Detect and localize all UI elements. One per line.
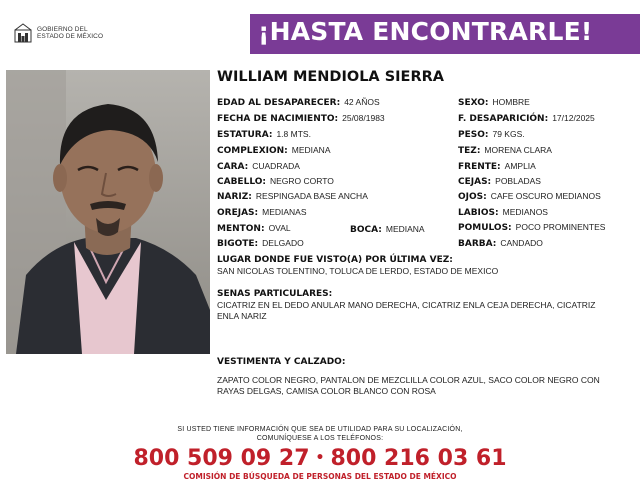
menton-label: MENTON: xyxy=(217,224,265,234)
frente-value: AMPLIA xyxy=(504,161,536,171)
ojos-value: CAFE OSCURO MEDIANOS xyxy=(490,191,601,201)
sexo-value: HOMBRE xyxy=(492,97,530,107)
labios-value: MEDIANOS xyxy=(502,207,548,217)
tez-value: MORENA CLARA xyxy=(484,145,552,155)
fnac-label: FECHA DE NACIMIENTO: xyxy=(217,114,339,124)
phone-number-2[interactable]: 800 216 03 61 xyxy=(330,446,507,471)
field-complexion xyxy=(217,145,331,156)
barba-label: BARBA: xyxy=(458,239,497,249)
complexion-value: MEDIANA xyxy=(291,145,331,155)
nariz-label: NARIZ: xyxy=(217,192,252,202)
tez-label: TEZ: xyxy=(458,146,481,156)
cabello-value: NEGRO CORTO xyxy=(269,176,334,186)
field-bigote xyxy=(217,238,304,249)
labios-label: LABIOS: xyxy=(458,208,499,218)
estatura-label: ESTATURA: xyxy=(217,130,273,140)
person-photo-illustration xyxy=(6,70,210,354)
cejas-label: CEJAS: xyxy=(458,177,492,187)
field-labios xyxy=(458,207,548,218)
orejas-label: OREJAS: xyxy=(217,208,259,218)
person-photo xyxy=(6,70,210,354)
barba-value: CANDADO xyxy=(500,238,543,248)
person-name: WILLIAM MENDIOLA SIERRA xyxy=(217,69,444,85)
boca-label: BOCA: xyxy=(350,225,382,235)
government-logo xyxy=(10,22,120,44)
field-barba xyxy=(458,238,543,249)
gov-line-2: ESTADO DE MÉXICO xyxy=(37,33,104,40)
cara-label: CARA: xyxy=(217,162,249,172)
clothing-value: ZAPATO COLOR NEGRO, PANTALON DE MEZCLILLA COLOR AZUL, SACO COLOR NEGRO CON RAYAS DELGAS, CAMISA COLOR BLANCO CON ROSA xyxy=(217,375,600,396)
peso-value: 79 KGS. xyxy=(492,129,525,139)
menton-value: OVAL xyxy=(268,223,291,233)
phone-numbers xyxy=(0,446,640,471)
fnac-value: 25/08/1983 xyxy=(342,113,385,123)
field-cabello xyxy=(217,176,334,187)
banner-title: ¡HASTA ENCONTRARLE! xyxy=(258,17,593,46)
pomulos-label: POMULOS: xyxy=(458,223,512,233)
contact-notice-line-2: COMUNÍQUESE A LOS TELÉFONOS: xyxy=(256,435,384,442)
frente-label: FRENTE: xyxy=(458,162,501,172)
field-peso xyxy=(458,129,525,140)
bigote-value: DELGADO xyxy=(262,238,304,248)
phone-number-1[interactable]: 800 509 09 27 xyxy=(133,446,310,471)
peso-label: PESO: xyxy=(458,130,489,140)
field-frente xyxy=(458,161,536,172)
pomulos-value: POCO PROMINENTES xyxy=(515,222,606,232)
field-tez xyxy=(458,145,552,156)
gov-line-1: GOBIERNO DEL xyxy=(37,26,88,33)
orejas-value: MEDIANAS xyxy=(262,207,307,217)
sexo-label: SEXO: xyxy=(458,98,489,108)
estatura-value: 1.8 MTS. xyxy=(276,129,311,139)
cejas-value: POBLADAS xyxy=(495,176,541,186)
bigote-label: BIGOTE: xyxy=(217,239,259,249)
field-boca xyxy=(350,224,425,235)
state-seal-icon xyxy=(12,22,34,44)
government-name xyxy=(37,26,103,40)
distinguishing-marks-value: CICATRIZ EN EL DEDO ANULAR MANO DERECHA, CICATRIZ ENLA CEJA DERECHA, CICATRIZ ENLA NARIZ xyxy=(217,300,596,321)
field-cejas xyxy=(458,176,541,187)
field-pomulos xyxy=(458,222,605,233)
phone-separator: • xyxy=(315,450,325,466)
fdes-value: 17/12/2025 xyxy=(552,113,595,123)
field-estatura xyxy=(217,129,311,140)
cara-value: CUADRADA xyxy=(252,161,300,171)
complexion-label: COMPLEXION: xyxy=(217,146,288,156)
last-seen-label: LUGAR DONDE FUE VISTO(A) POR ÚLTIMA VEZ: xyxy=(217,255,453,265)
distinguishing-marks-label: SENAS PARTICULARES: xyxy=(217,289,333,299)
field-sexo xyxy=(458,97,530,108)
boca-value: MEDIANA xyxy=(385,224,425,234)
field-fecha-nacimiento xyxy=(217,113,385,124)
fdes-label: F. DESAPARICIÓN: xyxy=(458,114,549,124)
edad-value: 42 AÑOS xyxy=(344,97,380,107)
field-edad xyxy=(217,97,380,108)
edad-label: EDAD AL DESAPARECER: xyxy=(217,98,341,108)
nariz-value: RESPINGADA BASE ANCHA xyxy=(255,191,368,201)
commission-name: COMISIÓN DE BÚSQUEDA DE PERSONAS DEL ESTADO DE MÉXICO xyxy=(183,472,457,480)
ojos-label: OJOS: xyxy=(458,192,487,202)
field-menton xyxy=(217,223,291,234)
clothing-label: VESTIMENTA Y CALZADO: xyxy=(217,357,346,367)
field-cara xyxy=(217,161,300,172)
last-seen-value: SAN NICOLAS TOLENTINO, TOLUCA DE LERDO, ESTADO DE MEXICO xyxy=(217,266,499,276)
field-nariz xyxy=(217,191,368,202)
contact-notice-line-1: SI USTED TIENE INFORMACIÓN QUE SEA DE UTILIDAD PARA SU LOCALIZACIÓN, xyxy=(177,426,463,433)
field-ojos xyxy=(458,191,601,202)
field-fecha-desaparicion xyxy=(458,113,595,124)
cabello-label: CABELLO: xyxy=(217,177,266,187)
field-orejas xyxy=(217,207,307,218)
